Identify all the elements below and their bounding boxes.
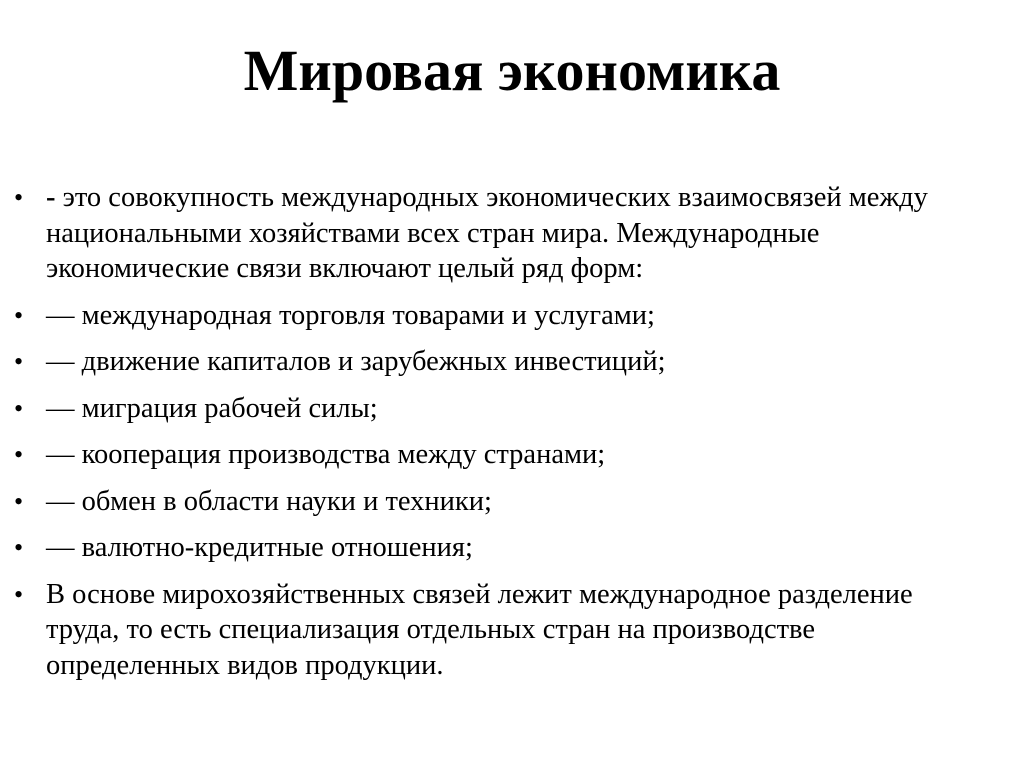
bullet-text: — международная торговля товарами и услугами;: [46, 299, 655, 331]
bullet-dot-icon: •: [14, 579, 24, 609]
bullet-item-trade: [14, 298, 974, 334]
bullet-dot-icon: •: [14, 486, 24, 516]
bullet-dot-icon: •: [14, 533, 24, 562]
bullet-item-migration: [14, 391, 974, 427]
bullet-item-capital: [14, 344, 974, 380]
bullet-dot-icon: •: [14, 393, 24, 423]
bullet-item-cooperation: [14, 437, 974, 473]
bullet-dot-icon: •: [14, 183, 24, 212]
bullet-dot-icon: •: [14, 300, 24, 330]
bullet-text: В основе мирохозяйственных связей лежит международное разделение труда, то есть специализация отдельных стран на производстве определенных видов продукции.: [46, 578, 913, 681]
bullet-text: — миграция рабочей силы;: [46, 392, 378, 424]
bullet-dot-icon: •: [14, 347, 24, 376]
bullet-item-science: [14, 484, 974, 520]
bullet-item-definition: [14, 180, 974, 287]
definition-dash: -: [46, 182, 56, 213]
bullet-text: это совокупность международных экономических взаимосвязей между национальными хозяйствами всех стран мира. Международные экономические связи включают целый ряд форм:: [46, 182, 928, 284]
bullet-text: — обмен в области науки и техники;: [46, 485, 492, 517]
bullet-item-division-of-labor: [14, 577, 974, 684]
bullet-text: — валютно-кредитные отношения;: [46, 532, 473, 563]
bullet-item-currency: [14, 530, 974, 566]
slide-title: Мировая экономика: [243, 38, 781, 103]
bullet-list: [14, 180, 974, 694]
bullet-text: — кооперация производства между странами;: [46, 439, 606, 470]
bullet-dot-icon: •: [14, 440, 24, 469]
bullet-text: — движение капиталов и зарубежных инвестиций;: [46, 346, 666, 377]
